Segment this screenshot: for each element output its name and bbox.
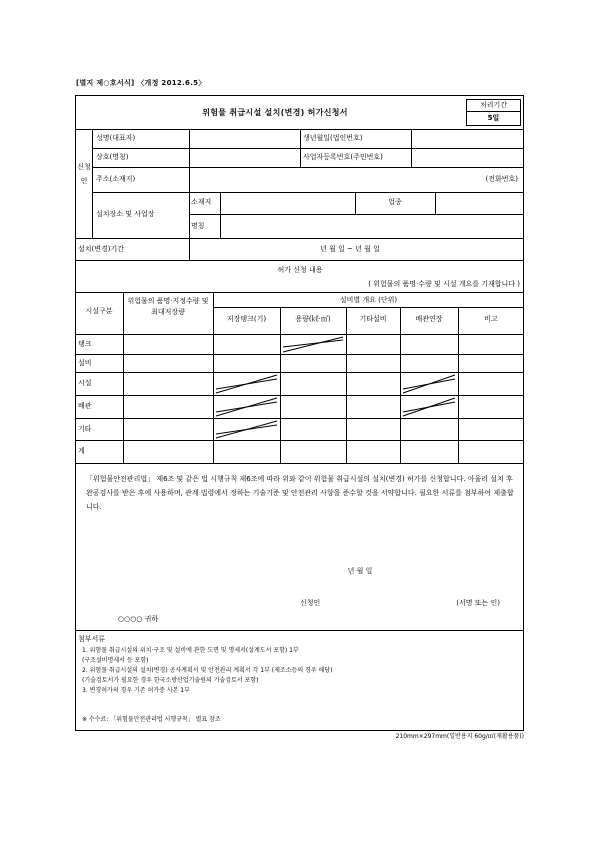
row-label: 시설 — [78, 379, 92, 387]
declaration-date[interactable]: 년 월 일 — [347, 567, 373, 575]
recipient: ○○○○ 귀하 — [118, 615, 159, 623]
section2-subtitle: ( 위험물의 품명·수량 및 시설 개요를 기재합니다 ) — [368, 280, 520, 288]
note-line: 2. 위험물 취급시설의 설치(변경) 공사계획서 및 안전관리 계획서 각 1부 (제조소등의 경우 해당) — [82, 667, 333, 674]
process-box-value: 5일 — [487, 114, 500, 122]
note-line: 1. 위험물 취급시설의 위치·구조 및 설비에 관한 도면 및 명세서(설계도서 포함) 1부 — [82, 647, 299, 654]
note-line: (기술검토서가 필요한 경우 한국소방산업기술원의 기술검토서 포함) — [82, 677, 259, 684]
col-kind-header: 시설구분 — [85, 307, 113, 315]
col-spec-header: 위험물의 품명·지정수량 및 최대저장량 — [127, 297, 209, 316]
site-industry-label: 업종 — [388, 198, 402, 206]
row-label: 설비 — [78, 359, 92, 367]
note-line: (구조설비명세서 등 포함) — [82, 657, 149, 664]
paper-size-footer: 210mm×297mm(일반용지 60g/㎡(재활용품)) — [395, 733, 524, 740]
note-line: 3. 변경허가의 경우 기존 허가증 사본 1부 — [82, 687, 190, 694]
period-label: 설치(변경)기간 — [78, 245, 125, 253]
applicant-birth-label: 생년월일(법인번호) — [303, 134, 363, 142]
form-reference: [별지 제○호서식] 〈개정 2012.6.5〉 — [76, 79, 206, 87]
process-box-label: 처리기간 — [479, 101, 508, 109]
subcol-pipe: 배관연장 — [415, 315, 443, 323]
applicant-side-label: 신청인 — [77, 163, 91, 185]
subcol-other: 기타설비 — [359, 315, 387, 323]
section2-title: 허가 신청 내용 — [277, 266, 323, 274]
address-label: 주소(소재지) — [96, 175, 136, 183]
col-group-header: 설비별 개요 (단위) — [339, 296, 398, 304]
site-name-label: 명칭 — [191, 222, 205, 230]
subcol-tank: 저장탱크(기) — [226, 315, 267, 323]
subcol-capacity: 용량(㎘·㎥) — [295, 315, 331, 323]
phone-label: (전화번호) — [485, 175, 518, 183]
row-label: 배관 — [78, 402, 92, 410]
site-label: 설치장소 및 사업장 — [96, 210, 155, 218]
notes-title: 첨부서류 — [78, 635, 106, 643]
site-location-label: 소재지 — [191, 198, 212, 206]
row-label: 계 — [78, 447, 85, 455]
applicant-sign-label: 신청인 — [300, 599, 321, 607]
company-label: 상호(명칭) — [96, 153, 129, 161]
declaration-text: 「위험물안전관리법」 제6조 및 같은 법 시행규칙 제6조에 따라 위와 같이 위험물 취급시설의 설치(변경) 허가를 신청합니다. 아울러 설치 후 완공검사를 받은 후에 사용하며, 관계 법령에서 정하는 기술기준 및 안전관리 사항을 준수할 것을 서약합니다. 필요한 서류를 첨부하여 제출합니다. — [86, 475, 514, 511]
period-value[interactable]: 년 월 일 ~ 년 월 일 — [320, 245, 380, 253]
fee-note: ※ 수수료: 「위험물안전관리법 시행규칙」 별표 참조 — [82, 716, 221, 723]
subcol-note: 비고 — [484, 315, 498, 323]
form-title: 위험물 취급시설 설치(변경) 허가신청서 — [202, 108, 348, 117]
applicant-sign[interactable]: (서명 또는 인) — [456, 599, 500, 607]
row-label: 기타 — [78, 425, 92, 433]
applicant-name-label: 성명(대표자) — [96, 134, 136, 142]
bizno-label: 사업자등록번호(주민번호) — [303, 153, 383, 161]
row-label: 탱크 — [78, 340, 92, 348]
